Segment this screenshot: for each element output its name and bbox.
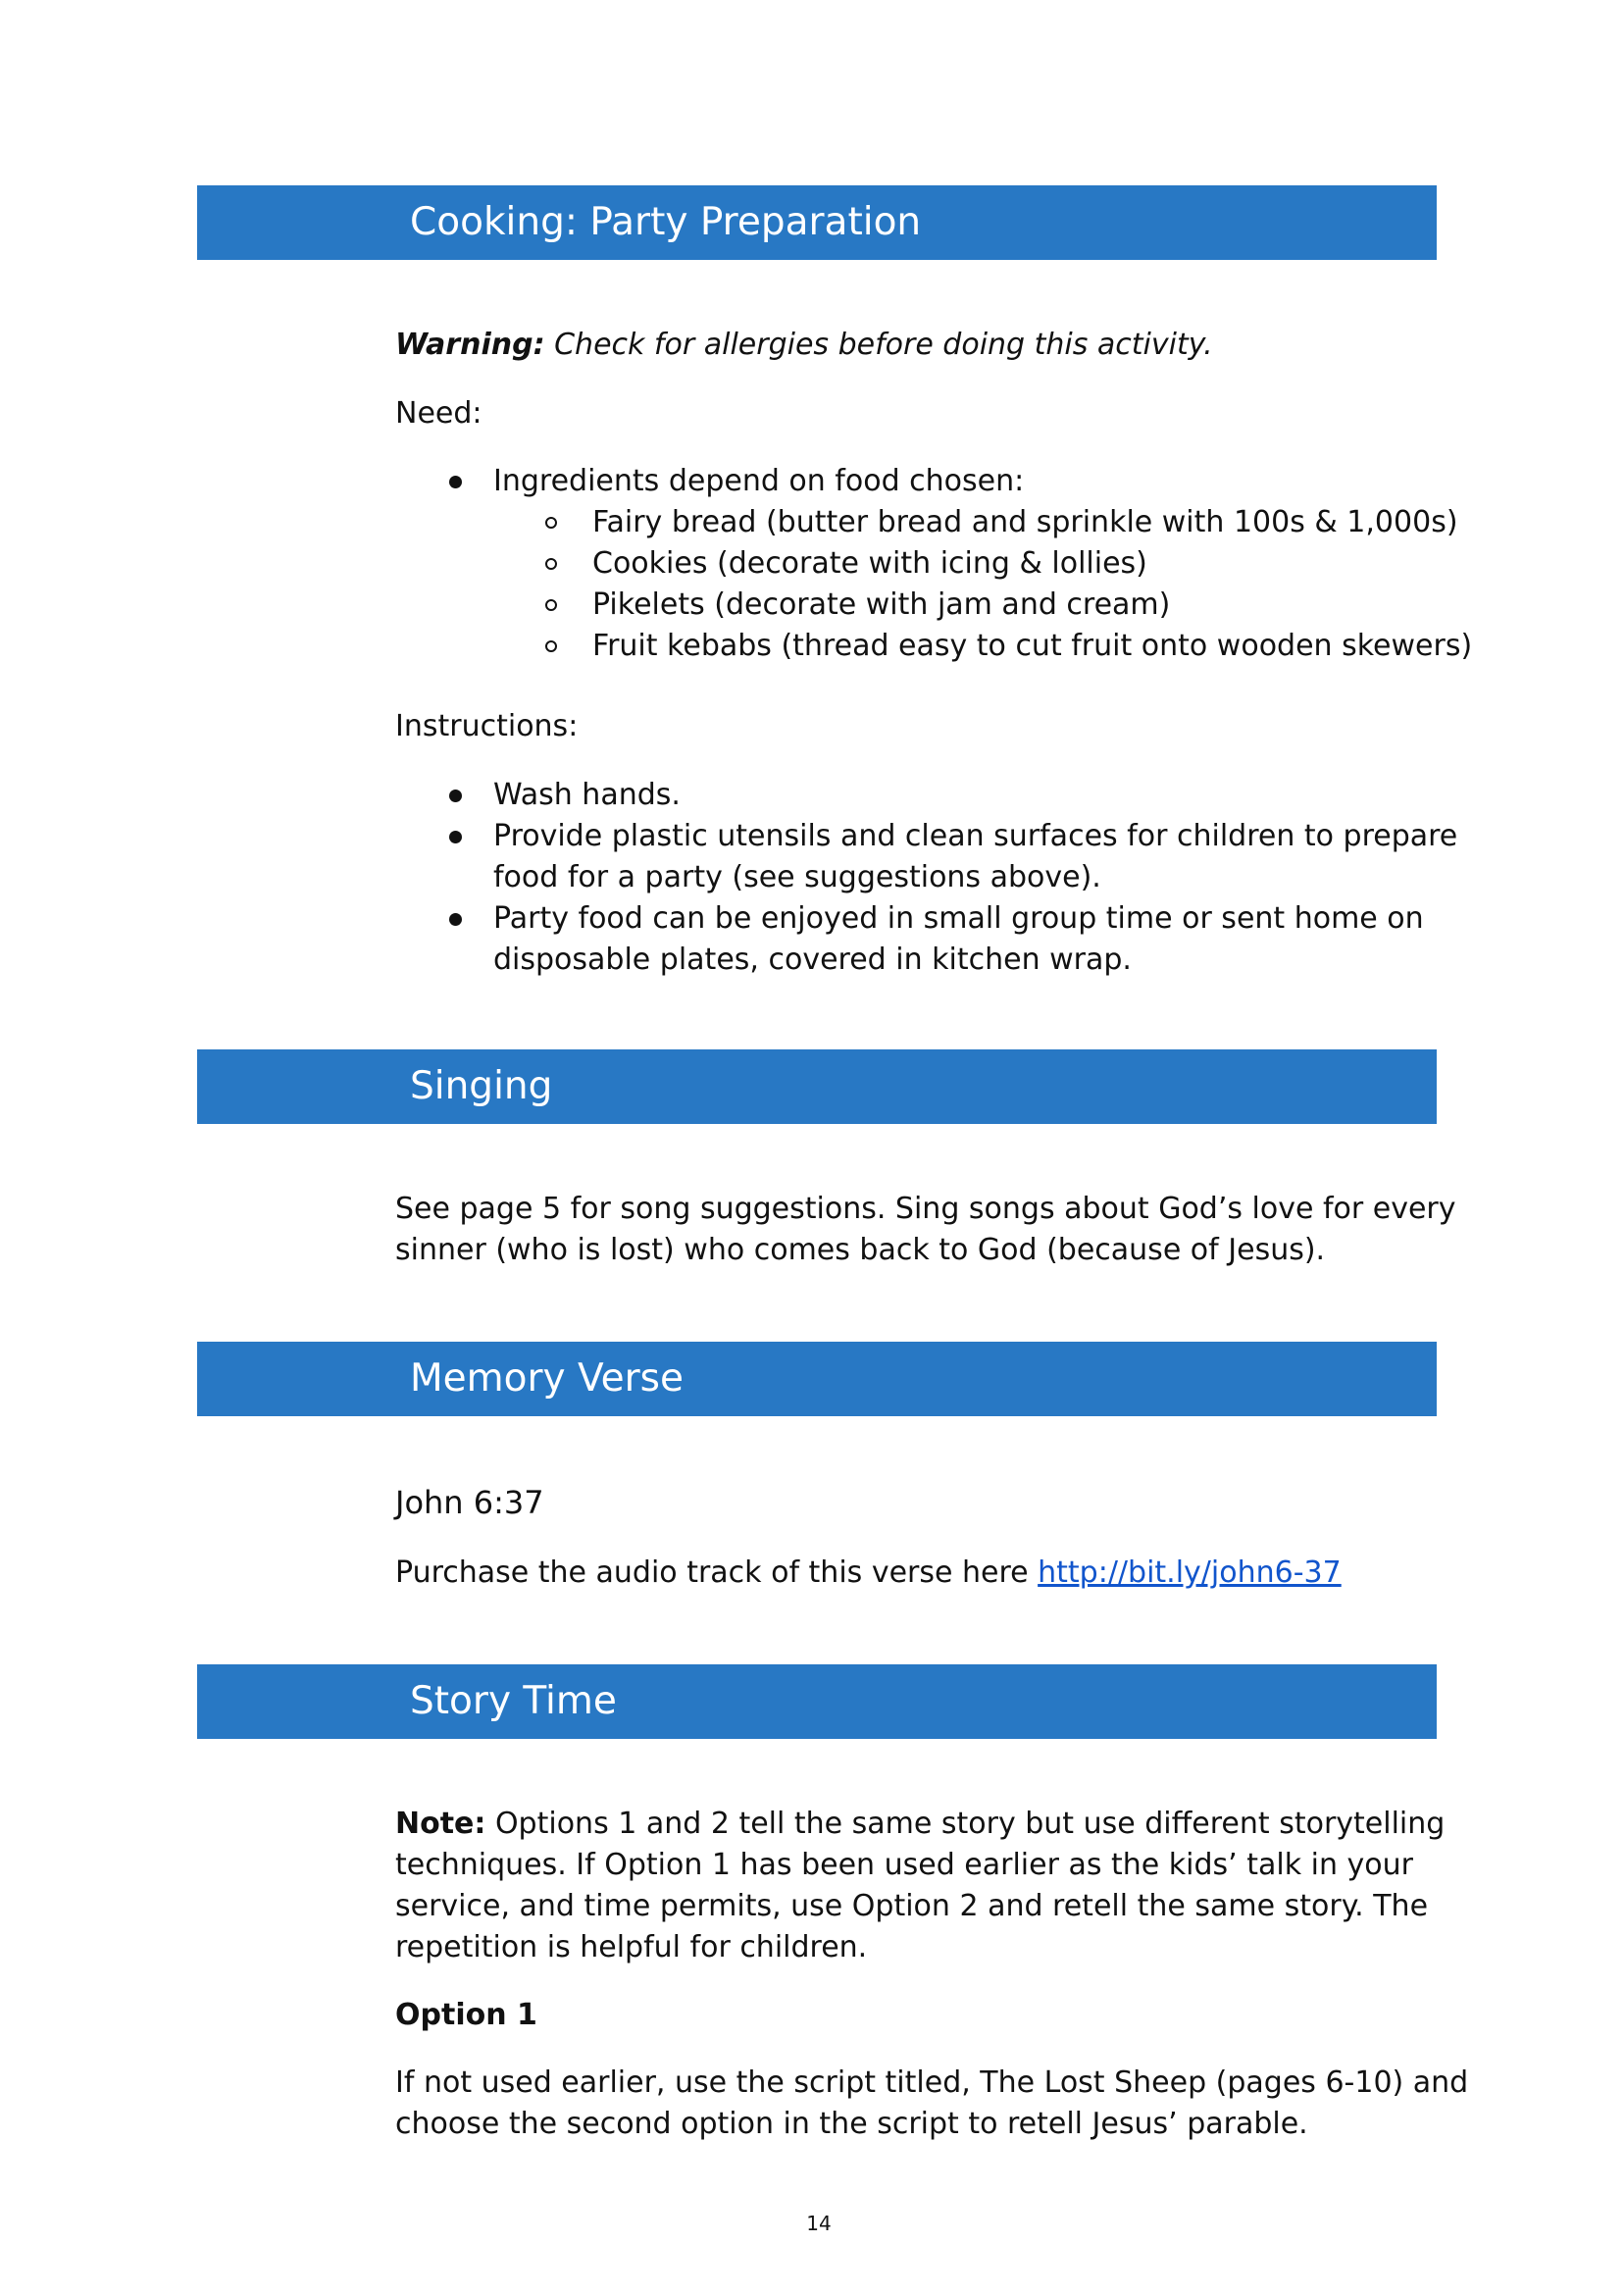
instruction-item-line: Provide plastic utensils and clean surfaces for children to prepare bbox=[493, 819, 1458, 853]
bullet-dot bbox=[449, 831, 462, 843]
need-item: Ingredients depend on food chosen: bbox=[493, 464, 1025, 498]
instructions-label: Instructions: bbox=[395, 709, 579, 743]
need-label: Need: bbox=[395, 396, 482, 431]
instruction-item-line: food for a party (see suggestions above). bbox=[493, 860, 1101, 894]
page-number: 14 bbox=[806, 2212, 832, 2235]
sub-bullet-circle bbox=[545, 517, 557, 529]
need-subitem: Pikelets (decorate with jam and cream) bbox=[592, 587, 1171, 622]
note-text-line: service, and time permits, use Option 2 and retell the same story. The bbox=[395, 1889, 1429, 1923]
section-title: Memory Verse bbox=[410, 1356, 684, 1401]
section-title: Singing bbox=[410, 1064, 553, 1108]
warning-text: Check for allergies before doing this activity. bbox=[544, 328, 1213, 362]
section-header-memory-verse bbox=[197, 1342, 1437, 1416]
need-subitem: Cookies (decorate with icing & lollies) bbox=[592, 546, 1147, 581]
instruction-item-line: Party food can be enjoyed in small group time or sent home on bbox=[493, 901, 1424, 936]
audio-track-link[interactable]: http://bit.ly/john6-37 bbox=[1038, 1555, 1342, 1590]
sub-bullet-circle bbox=[545, 558, 557, 570]
note-text-line: techniques. If Option 1 has been used earlier as the kids’ talk in your bbox=[395, 1848, 1413, 1882]
warning-line bbox=[395, 325, 1213, 366]
memory-verse-reference: John 6:37 bbox=[395, 1484, 544, 1521]
instruction-item: Wash hands. bbox=[493, 778, 681, 812]
bullet-dot bbox=[449, 790, 462, 802]
note-label: Note: bbox=[395, 1807, 486, 1841]
note-line bbox=[395, 1804, 1445, 1845]
bullet-dot bbox=[449, 913, 462, 926]
need-subitem: Fruit kebabs (thread easy to cut fruit onto wooden skewers) bbox=[592, 629, 1473, 663]
bullet-dot bbox=[449, 476, 462, 488]
singing-text-line: sinner (who is lost) who comes back to God (because of Jesus). bbox=[395, 1233, 1326, 1267]
singing-text-line: See page 5 for song suggestions. Sing songs about God’s love for every bbox=[395, 1192, 1456, 1226]
instruction-item-line: disposable plates, covered in kitchen wrap. bbox=[493, 943, 1132, 977]
purchase-line bbox=[395, 1553, 1342, 1594]
section-title: Story Time bbox=[410, 1679, 617, 1723]
note-text: Options 1 and 2 tell the same story but use different storytelling bbox=[485, 1807, 1446, 1841]
option-text-line: choose the second option in the script to retell Jesus’ parable. bbox=[395, 2107, 1308, 2141]
need-subitem: Fairy bread (butter bread and sprinkle with 100s & 1,000s) bbox=[592, 505, 1458, 539]
section-header-cooking bbox=[197, 185, 1437, 260]
option-text-line: If not used earlier, use the script titled, The Lost Sheep (pages 6-10) and bbox=[395, 2065, 1469, 2100]
warning-label: Warning: bbox=[395, 328, 545, 362]
note-text-line: repetition is helpful for children. bbox=[395, 1930, 868, 1964]
sub-bullet-circle bbox=[545, 599, 557, 611]
option-heading: Option 1 bbox=[395, 1998, 537, 2032]
section-header-singing bbox=[197, 1049, 1437, 1124]
section-header-story-time bbox=[197, 1664, 1437, 1739]
purchase-text: Purchase the audio track of this verse here bbox=[395, 1555, 1039, 1590]
sub-bullet-circle bbox=[545, 640, 557, 652]
section-title: Cooking: Party Preparation bbox=[410, 200, 922, 244]
